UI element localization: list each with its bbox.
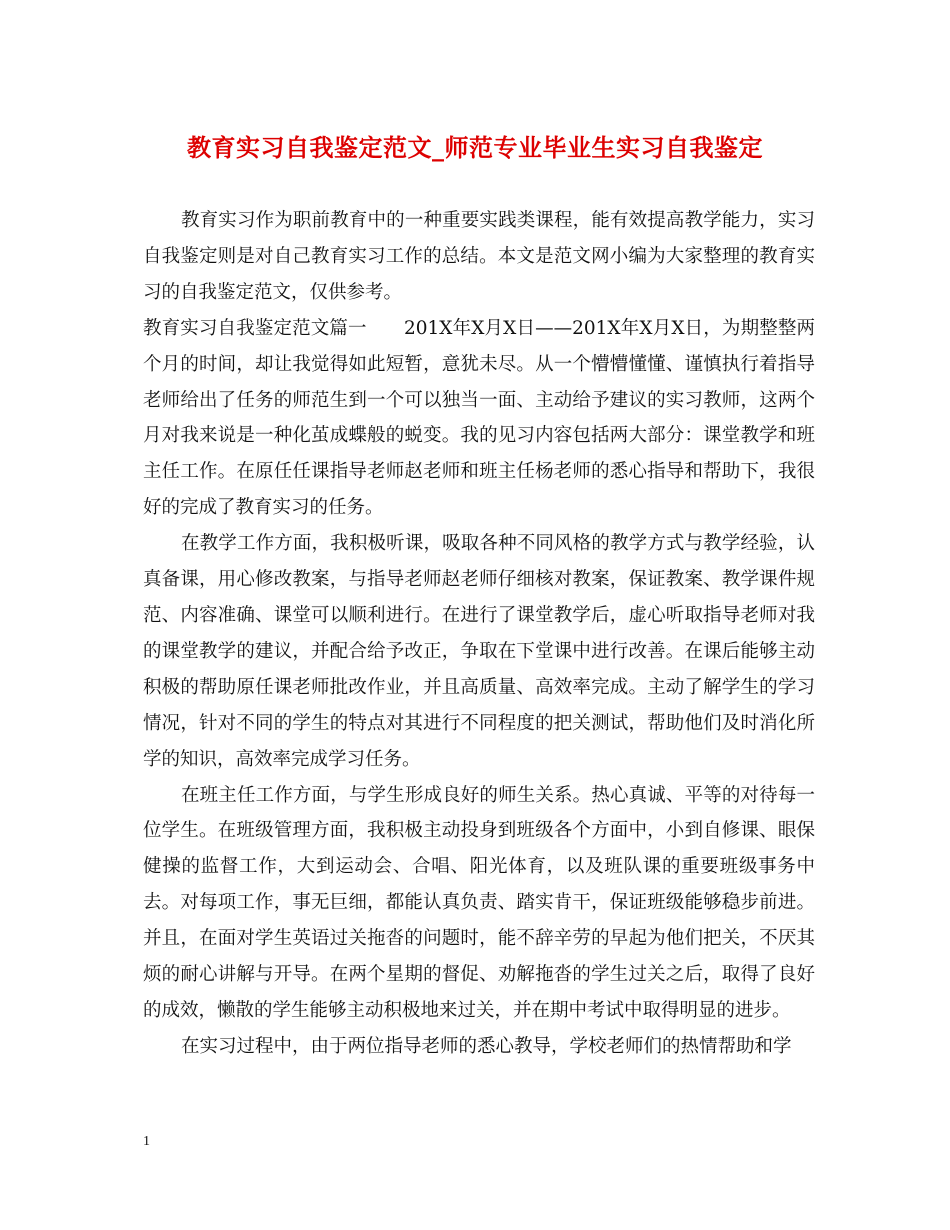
paragraph-teaching-work: 在教学工作方面，我积极听课，吸取各种不同风格的教学方式与教学经验，认真备课，用心修改教案，与指导老师赵老师仔细核对教案，保证教案、教学课件规范、内容准确、课堂可以顺利进行。在进行了课堂教学后，虚心听取指导老师对我的课堂教学的建议，并配合给予改正，争取在下堂课中进行改善。在课后能够主动积极的帮助原任课老师批改作业，并且高质量、高效率完成。主动了解学生的学习情况，针对不同的学生的特点对其进行不同程度的把关测试，帮助他们及时消化所学的知识，高效率完成学习任务。	[143, 533, 815, 770]
paragraph-head-teacher-work: 在班主任工作方面，与学生形成良好的师生关系。热心真诚、平等的对待每一位学生。在班级管理方面，我积极主动投身到班级各个方面中，小到自修课、眼保健操的监督工作，大到运动会、合唱、阳光体育，以及班队课的重要班级事务中去。对每项工作，事无巨细，都能认真负责、踏实肯干，保证班级能够稳步前进。并且，在面对学生英语过关拖沓的问题时，能不辞辛劳的早起为他们把关，不厌其烦的耐心讲解与开导。在两个星期的督促、劝解拖沓的学生过关之后，取得了良好的成效，懒散的学生能够主动积极地来过关，并在期中考试中取得明显的进步。	[143, 784, 815, 1021]
paragraph-essay-one: 教育实习自我鉴定范文篇一 201X年X月X日——201X年X月X日，为期整整两个月的时间，却让我觉得如此短暂，意犹未尽。从一个懵懵懂懂、谨慎执行着指导老师给出了任务的师范生到一个可以独当一面、主动给予建议的实习教师，这两个月对我来说是一种化茧成蝶般的蜕变。我的见习内容包括两大部分：课堂教学和班主任工作。在原任任课指导老师赵老师和班主任杨老师的悉心指导和帮助下，我很好的完成了教育实习的任务。	[143, 317, 815, 519]
paragraph-internship-process: 在实习过程中，由于两位指导老师的悉心教导，学校老师们的热情帮助和学	[181, 1035, 792, 1057]
paragraph-intro: 教育实习作为职前教育中的一种重要实践类课程，能有效提高教学能力，实习自我鉴定则是对自己教育实习工作的总结。本文是范文网小编为大家整理的教育实习的自我鉴定范文，仅供参考。	[143, 210, 815, 303]
document-body	[143, 203, 815, 1065]
page-number: 1	[143, 1134, 150, 1149]
document-title: 教育实习自我鉴定范文_师范专业毕业生实习自我鉴定	[187, 133, 763, 162]
